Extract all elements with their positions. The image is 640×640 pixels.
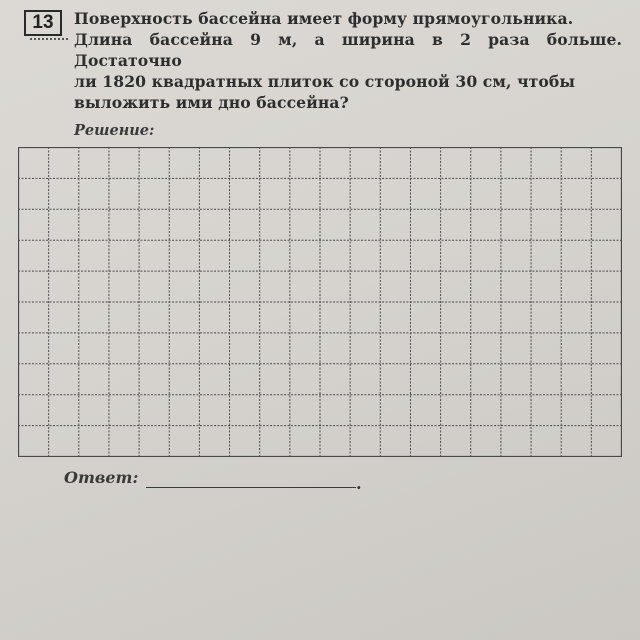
problem-statement (74, 8, 622, 113)
problem-line: Поверхность бассейна имеет форму прямоугольника. (74, 9, 574, 28)
grid-lines (18, 147, 622, 457)
solution-label: Решение: (74, 122, 155, 139)
answer-label: Ответ: (64, 468, 139, 487)
solution-grid[interactable] (18, 147, 622, 457)
answer-field-line[interactable] (146, 487, 356, 488)
problem-line: Длина бассейна 9 м, а ширина в 2 раза больше. Достаточно (74, 30, 622, 70)
task-number-box: 13 (24, 10, 62, 36)
problem-line: ли 1820 квадратных плиток со стороной 30 см, чтобы (74, 72, 576, 91)
answer-end-mark: . (356, 474, 362, 493)
problem-line: выложить ими дно бассейна? (74, 93, 349, 112)
